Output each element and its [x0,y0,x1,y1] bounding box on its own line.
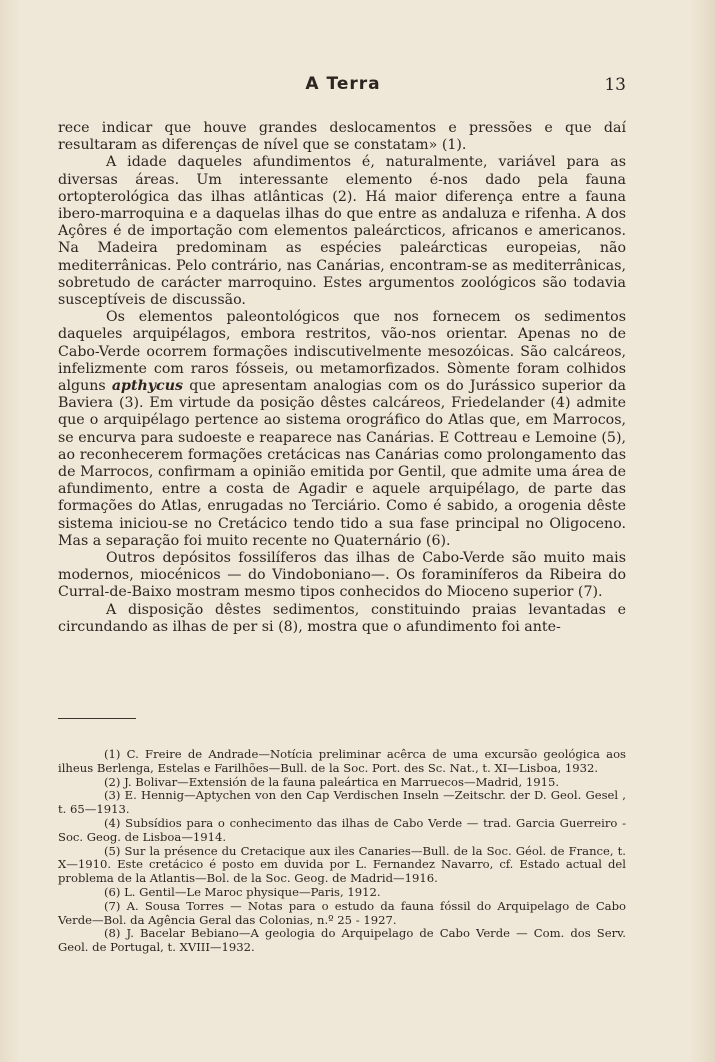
footnote: (4) Subsídios para o conhecimento das ilhas de Cabo Verde — trad. Garcia Guerreiro - Soc. Geog. de Lisboa—1914. [58,815,626,844]
paragraph-other-deposits: Outros depósitos fossilíferos das ilhas de Cabo-Verde são muito mais modernos, miocénicos — do Vindoboniano—. Os foraminíferos da Ribeira do Curral-de-Baixo mostram mesmo tipos conhecidos do Mioceno superior (7). [58,550,626,601]
footnote: (1) C. Freire de Andrade—Notícia preliminar acêrca de uma excursão geológica aos ilheus Berlenga, Estelas e Farilhões—Bull. de la Soc. Port. des Sc. Nat., t. XI—Lisboa, 1932. [58,747,626,775]
paragraph-fauna: A idade daqueles afundimentos é, naturalmente, variável para as diversas áreas. Um interessante elemento é-nos dado pela fauna ortopterológica das ilhas atlânticas (2). Há maior diferença entre a fauna ibero-marroquina e a daquelas ilhas do que entre as andaluza e rifenha. A dos Açôres é de importação com elementos paleárcticos, africanos e americanos. Na Madeira predominam as espécies paleárcticas europeias, não mediterrânicas. Pelo contrário, nas Canárias, encontram-se as mediterrânicas, sobretudo de carácter marroquino. Estes argumentos zoológicos são todavia susceptíveis de discussão. [58,154,626,309]
footnote: (2) J. Bolivar—Extensión de la fauna paleártica en Marruecos—Madrid, 1915. [104,774,560,789]
paragraph-text: que apresentam analogias com os do Jurássico superior da Baviera (3). Em virtude da posição dêstes calcáreos, Friedelander (4) admite que o arquipélago pertence ao sistema orográfico do Atlas que, em Marrocos, se encurva para sudoeste e reaparece nas Canárias. E Cottreau e Lemoine (5), ao reconhecerem formações cretácicas nas Canárias como prolongamento das de Marrocos, confirmam a opinião emitida por Gentil, que admite uma área de afundimento, entre a costa de Agadir e aquele arquipélago, de parte das formações do Atlas, enrugadas no Terciário. Como é sabido, a orogenia dêste sistema iniciou-se no Cretácico tendo tido a sua fase principal no Oligoceno. Mas a separação foi muito recente no Quaternário (6). [58,378,626,549]
footnote: (3) E. Hennig—Aptychen von den Cap Verdischen Inseln —Zeitschr. der D. Geol. Gesel , t. 65—1913. [58,788,626,817]
page-number: 13 [604,75,626,95]
paragraph-continuation: rece indicar que houve grandes deslocamentos e pressões e que daí resultaram as diferenças de nível que se constatam» (1). [58,120,626,154]
paragraph-paleontology [58,309,626,550]
page-header [60,74,626,98]
footnote: (6) L. Gentil—Le Maroc physique—Paris, 1912. [104,884,381,899]
body-text [58,120,626,636]
paragraph-sediments: A disposição dêstes sedimentos, constituindo praias levantadas e circundando as ilhas de per si (8), mostra que o afundimento foi ante- [58,601,626,635]
footnote: (8) J. Bacelar Bebiano—A geologia do Arquipelago de Cabo Verde — Com. dos Serv. Geol. de Portugal, t. XVIII—1932. [58,926,626,955]
footnote-separator [58,718,136,719]
footnote: (7) A. Sousa Torres — Notas para o estudo da fauna fóssil do Arquipelago de Cabo Verde—Bol. da Agência Geral das Colonias, n.º 25 - 1927. [58,898,626,927]
footnotes [58,748,626,955]
paragraph-text: Os elementos paleontológicos que nos fornecem os sedimentos daqueles arquipélagos, embora restritos, vão-nos orientar. Apenas no de Cabo-Verde ocorrem formações indiscutivelmente mesozóicas. São calcáreos, infelizmente com raros fósseis, ou metamorfizados. Sòmente foram colhidos alguns [58,309,626,395]
footnote: (5) Sur la présence du Cretacique aux iles Canaries—Bull. de la Soc. Géol. de France, t. X—1910. Este cretácico é posto em duvida por L. Fernandez Navarro, cf. Estado actual del problema de la Atlantis—Bol. de la Soc. Geog. de Madrid—1916. [58,843,626,886]
taxon-name: apthycus [111,378,183,395]
running-title: A Terra [305,74,381,94]
